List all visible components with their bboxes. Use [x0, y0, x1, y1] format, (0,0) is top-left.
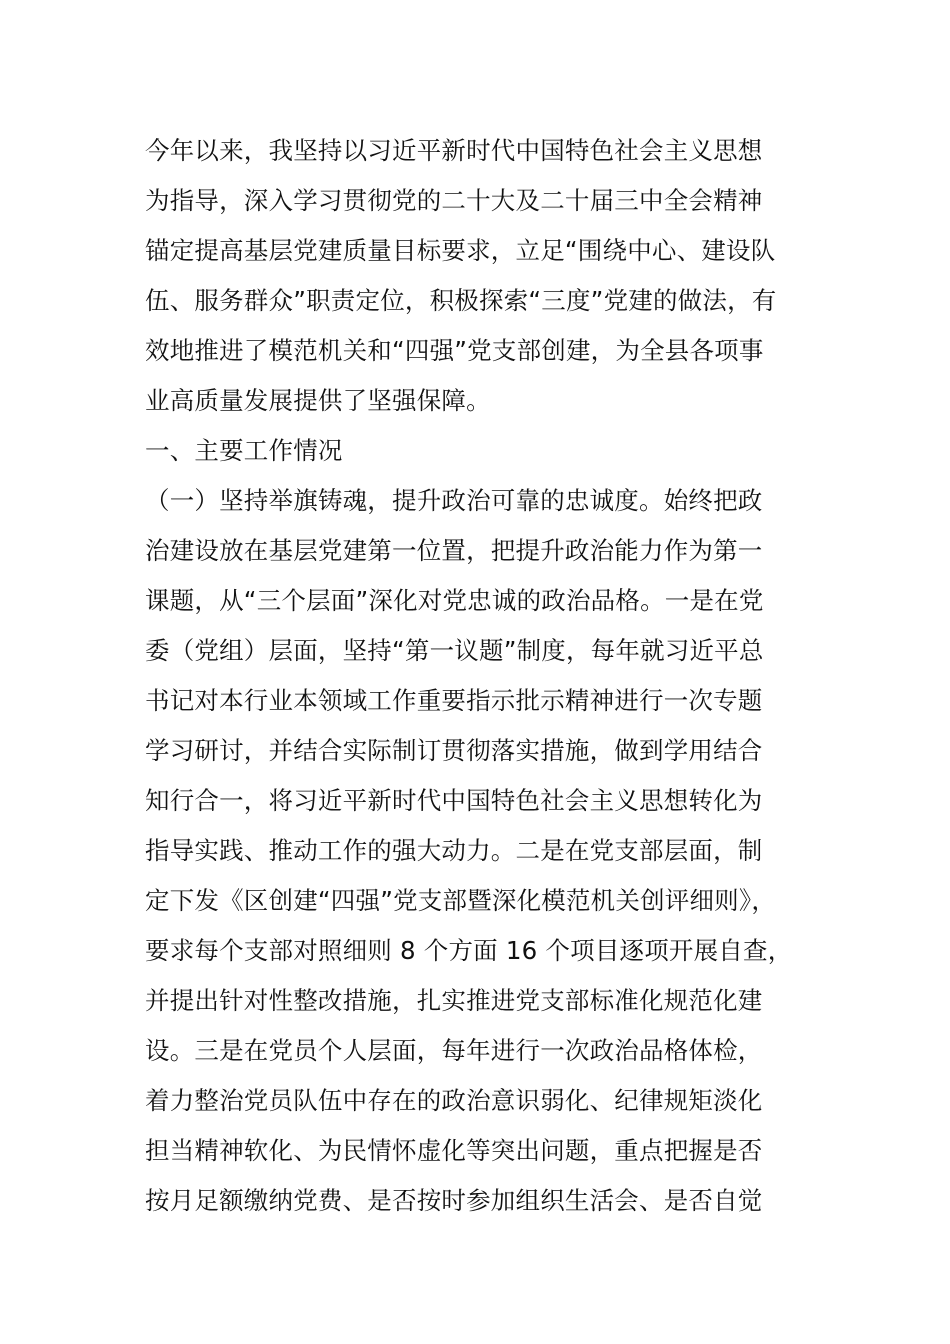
text-line: 并提出针对性整改措施，扎实推进党支部标准化规范化建	[145, 986, 763, 1015]
text-line: 担当精神软化、为民情怀虚化等突出问题，重点把握是否	[145, 1136, 763, 1165]
text-line: 效地推进了模范机关和“四强”党支部创建，为全县各项事	[145, 336, 764, 365]
text-line: 伍、服务群众”职责定位，积极探索“三度”党建的做法，有	[145, 286, 777, 315]
text-line: 知行合一，将习近平新时代中国特色社会主义思想转化为	[145, 786, 763, 815]
text-line: 要求每个支部对照细则 8 个方面 16 个项目逐项开展自查，	[145, 936, 793, 965]
text-line: 按月足额缴纳党费、是否按时参加组织生活会、是否自觉	[145, 1186, 763, 1215]
text-line: 课题，从“三个层面”深化对党忠诚的政治品格。一是在党	[145, 586, 764, 615]
text-line: 设。三是在党员个人层面，每年进行一次政治品格体检，	[145, 1036, 763, 1065]
subsection-heading-line: （一）坚持举旗铸魂，提升政治可靠的忠诚度。始终把政	[145, 486, 763, 515]
text-line: 定下发《区创建“四强”党支部暨深化模范机关创评细则》，	[145, 886, 777, 915]
text-line: 指导实践、推动工作的强大动力。二是在党支部层面，制	[145, 836, 763, 865]
section-heading: 一、主要工作情况	[145, 436, 343, 465]
text-line: 治建设放在基层党建第一位置，把提升政治能力作为第一	[145, 536, 763, 565]
body-text	[145, 126, 845, 1226]
text-line: 为指导，深入学习贯彻党的二十大及二十届三中全会精神	[145, 186, 763, 215]
text-line: 着力整治党员队伍中存在的政治意识弱化、纪律规矩淡化	[145, 1086, 763, 1115]
text-line: 业高质量发展提供了坚强保障。	[145, 386, 491, 415]
text-line: 锚定提高基层党建质量目标要求，立足“围绕中心、建设队	[145, 236, 776, 265]
text-line: 今年以来，我坚持以习近平新时代中国特色社会主义思想	[145, 136, 763, 165]
text-line: 书记对本行业本领域工作重要指示批示精神进行一次专题	[145, 686, 763, 715]
text-line: 委（党组）层面，坚持“第一议题”制度，每年就习近平总	[145, 636, 764, 665]
text-line: 学习研讨，并结合实际制订贯彻落实措施，做到学用结合	[145, 736, 763, 765]
